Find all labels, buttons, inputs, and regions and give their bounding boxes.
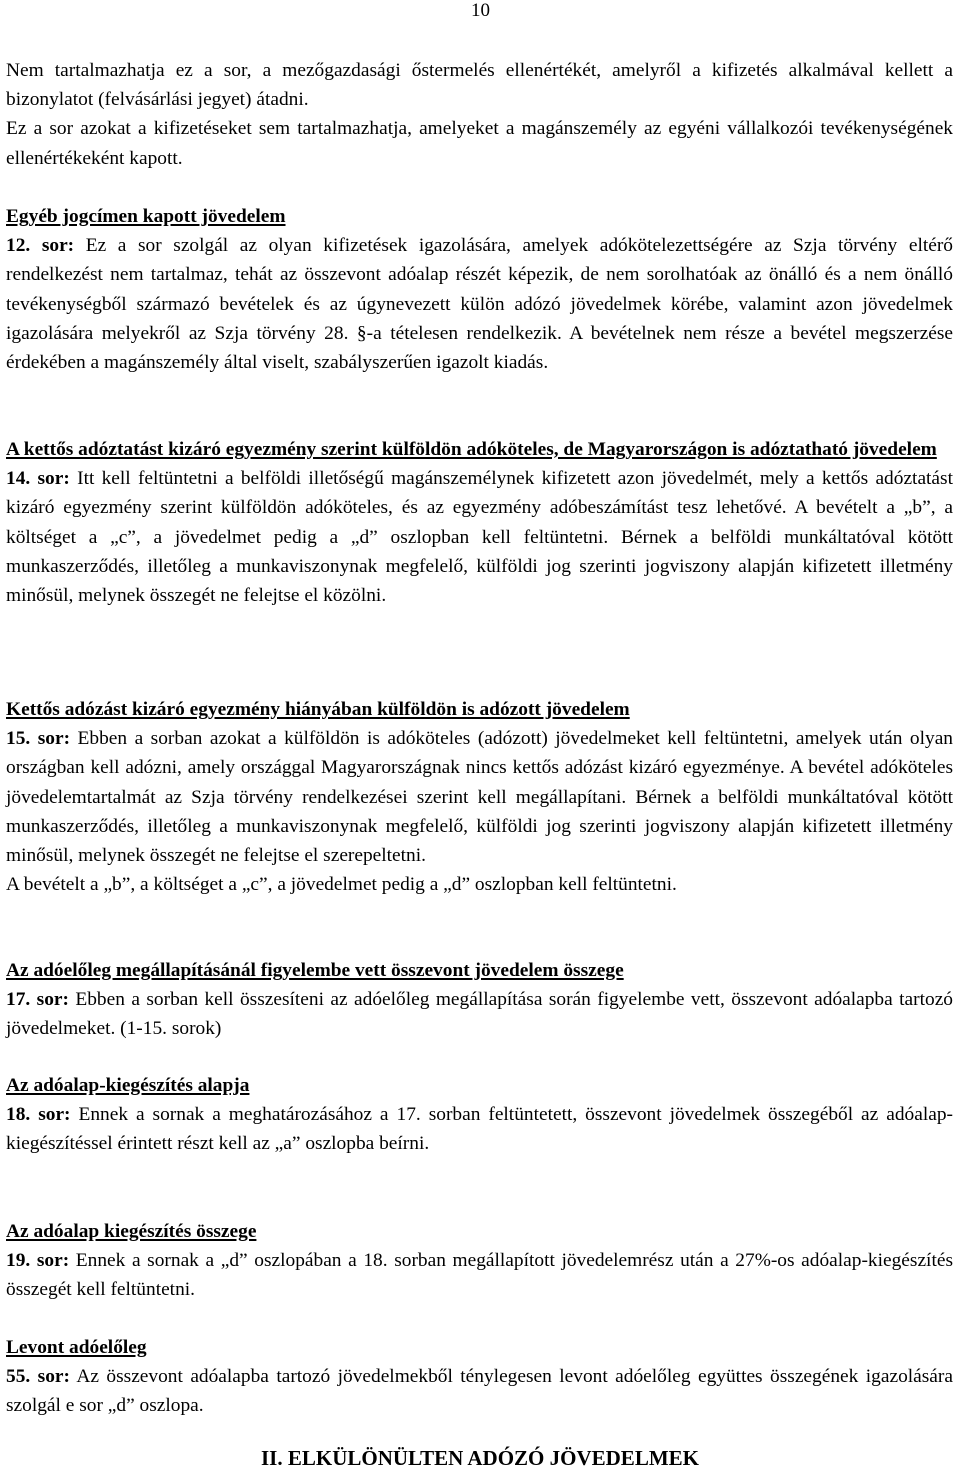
row-label-18: 18. sor:	[6, 1104, 71, 1126]
section-paragraph-19	[6, 1246, 953, 1304]
section-row-14	[6, 435, 953, 610]
section-paragraph-12	[6, 231, 953, 377]
section-heading-12: Egyéb jogcímen kapott jövedelem	[6, 206, 286, 227]
section-extra-15: A bevételt a „b”, a költséget a „c”, a jövedelmet pedig a „d” oszlopban kell feltüntetni.	[6, 874, 677, 896]
section-paragraph-14	[6, 464, 953, 610]
intro-block	[6, 56, 953, 173]
row-label-19: 19. sor:	[6, 1250, 70, 1272]
section-text-15: Ebben a sorban azokat a külföldön is adóköteles (adózott) jövedelmeket kell feltüntetni, amelyek után olyan országban kell adózni, amely országgal Magyarországnak nincs kettős adózást kizáró egyezménye. A bevétel adóköteles jövedelemtartalmát az Szja törvény rendelkezései szerint kell megállapítani. Bérnek a belföldi munkáltatóval kötött munkaszerződés, illetőleg a munkaviszonynak megfelelő, külföldi jog szerinti jogviszony alapján kifizetett illetmény minősül, melynek összegét ne felejtse el szerepeltetni.	[6, 728, 953, 867]
section-paragraph-17	[6, 985, 953, 1043]
section-row-17	[6, 956, 953, 1044]
section-paragraph-15	[6, 724, 953, 870]
section-row-19	[6, 1217, 953, 1305]
page-number: 10	[471, 0, 490, 21]
section-text-17: Ebben a sorban kell összesíteni az adóelőleg megállapítása során figyelembe vett, összevont adóalapba tartozó jövedelmeket. (1-15. sorok)	[6, 989, 953, 1040]
section-text-12: Ez a sor szolgál az olyan kifizetések igazolására, amelyek adókötelezettségére az Szja törvény eltérő rendelkezést nem tartalmaz, tehát az összevont adóalap részét képezik, de nem sorolhatóak az önálló és a nem önálló tevékenységből származó bevételek és az úgynevezett külön adózó jövedelmek körébe, valamint azon jövedelmek igazolására melyekről az Szja törvény 28. §-a tételesen rendelkezik. A bevételnek nem része a bevétel megszerzése érdekében a magánszemély által viselt, szabályszerűen igazolt kiadás.	[6, 235, 953, 374]
section-text-55: Az összevont adóalapba tartozó jövedelmekből ténylegesen levont adóelőleg együttes összegének igazolására szolgál e sor „d” oszlopa.	[6, 1366, 953, 1417]
intro-paragraph-2: Ez a sor azokat a kifizetéseket sem tartalmazhatja, amelyeket a magánszemély az egyéni vállalkozói tevékenységének ellenértékeként kapott.	[6, 118, 953, 169]
section-paragraph-55	[6, 1362, 953, 1420]
section-heading-17: Az adóelőleg megállapításánál figyelembe vett összevont jövedelem összege	[6, 960, 624, 981]
section-text-14: Itt kell feltüntetni a belföldi illetőségű magánszemélynek kifizetett azon jövedelmét, mely a kettős adóztatást kizáró egyezmény szerint külföldön adóköteles, és az egyezmény adóbeszámítást tesz lehetővé. A bevételt a „b”, a költséget a „c”, a jövedelmet pedig a „d” oszlopban kell feltüntetni. Bérnek a belföldi munkáltatóval kötött munkaszerződés, illetőleg a munkaviszonynak megfelelő, külföldi jog szerinti jogviszony alapján kifizetett illetmény minősül, melynek összegét ne felejtse el közölni.	[6, 468, 953, 607]
section-row-15	[6, 695, 953, 899]
row-label-14: 14. sor:	[6, 468, 70, 490]
chapter-title: II. ELKÜLÖNÜLTEN ADÓZÓ JÖVEDELMEK	[261, 1446, 699, 1470]
row-label-55: 55. sor:	[6, 1366, 70, 1388]
section-row-55	[6, 1333, 953, 1421]
row-label-15: 15. sor:	[6, 728, 71, 750]
section-paragraph-18	[6, 1100, 953, 1158]
intro-paragraph-1: Nem tartalmazhatja ez a sor, a mezőgazdasági őstermelés ellenértékét, amelyről a kifizetés alkalmával kellett a bizonylatot (felvásárlási jegyet) átadni.	[6, 60, 953, 111]
section-heading-55: Levont adóelőleg	[6, 1337, 147, 1358]
section-heading-15: Kettős adózást kizáró egyezmény hiányában külföldön is adózott jövedelem	[6, 699, 630, 720]
section-text-18: Ennek a sornak a meghatározásához a 17. sorban feltüntetett, összevont jövedelmek összegéből az adóalap-kiegészítéssel érintett részt kell az „a” oszlopba beírni.	[6, 1104, 953, 1155]
section-text-19: Ennek a sornak a „d” oszlopában a 18. sorban megállapított jövedelemrész után a 27%-os adóalap-kiegészítés összegét kell feltüntetni.	[6, 1250, 953, 1301]
section-row-12	[6, 202, 953, 377]
section-heading-19: Az adóalap kiegészítés összege	[6, 1221, 257, 1242]
section-heading-14: A kettős adóztatást kizáró egyezmény szerint külföldön adóköteles, de Magyarországon is adóztatható jövedelem	[6, 439, 937, 460]
section-row-18	[6, 1071, 953, 1159]
section-heading-18: Az adóalap-kiegészítés alapja	[6, 1075, 250, 1096]
row-label-17: 17. sor:	[6, 989, 69, 1011]
row-label-12: 12. sor:	[6, 235, 75, 257]
